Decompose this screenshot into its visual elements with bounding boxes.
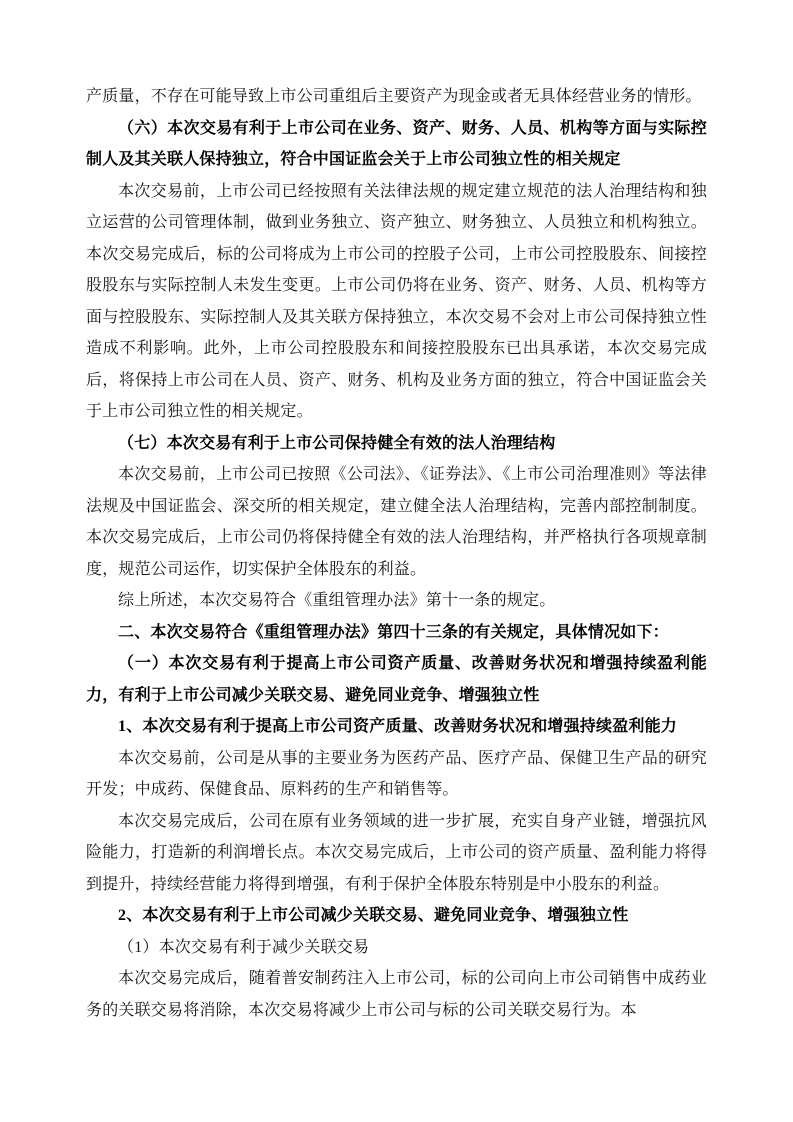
heading-point-2: 2、本次交易有利于上市公司减少关联交易、避免同业竞争、增强独立性 — [118, 907, 629, 924]
heading-section-6: （六）本次交易有利于上市公司在业务、资产、财务、人员、机构等方面与实际控制人及其关联人保持独立，符合中国证监会关于上市公司独立性的相关规定 — [86, 119, 707, 168]
body-paragraph-business-after: 本次交易完成后，公司在原有业务领域的进一步扩展，充实自身产业链，增强抗风险能力，打造新的利润增长点。本次交易完成后，上市公司的资产质量、盈利能力将得到提升，持续经营能力将得到增强，有利于保护全体股东特别是中小股东的利益。 — [86, 812, 707, 893]
sub-point-heading-1: （1）本次交易有利于减少关联交易 — [118, 938, 370, 956]
heading-section-7: （七）本次交易有利于上市公司保持健全有效的法人治理结构 — [118, 434, 556, 452]
heading-subsection-1: （一）本次交易有利于提高上市公司资产质量、改善财务状况和增强持续盈利能力，有利于上市公司减少关联交易、避免同业竞争、增强独立性 — [86, 655, 707, 704]
body-paragraph-independence: 本次交易前，上市公司已经按照有关法律法规的规定建立规范的法人治理结构和独立运营的公司管理体制，做到业务独立、资产独立、财务独立、人员独立和机构独立。本次交易完成后，标的公司将成为上市公司的控股子公司，上市公司控股股东、间接控股股东与实际控制人未发生变更。上市公司仍将在业务、资产、财务、人员、机构等方面与控股股东、实际控制人及其关联方保持独立，本次交易不会对上市公司保持独立性造成不利影响。此外，上市公司控股股东和间接控股股东已出具承诺，本次交易完成后，将保持上市公司在人员、资产、财务、机构及业务方面的独立，符合中国证监会关于上市公司独立性的相关规定。 — [86, 182, 707, 420]
body-paragraph-governance: 本次交易前，上市公司已按照《公司法》、《证券法》、《上市公司治理准则》等法律法规及中国证监会、深交所的相关规定，建立健全法人治理结构，完善内部控制制度。本次交易完成后，上市公司仍将保持健全有效的法人治理结构，并严格执行各项规章制度，规范公司运作，切实保护全体股东的利益。 — [86, 466, 707, 578]
body-paragraph-related-transactions: 本次交易完成后，随着普安制药注入上市公司，标的公司向上市公司销售中成药业务的关联交易将消除，本次交易将减少上市公司与标的公司关联交易行为。本 — [86, 970, 707, 1019]
heading-part-2: 二、本次交易符合《重组管理办法》第四十三条的有关规定，具体情况如下： — [118, 623, 669, 641]
heading-point-1: 1、本次交易有利于提高上市公司资产质量、改善财务状况和增强持续盈利能力 — [118, 718, 678, 735]
continuation-paragraph: 产质量，不存在可能导致上市公司重组后主要资产为现金或者无具体经营业务的情形。 — [86, 88, 702, 105]
body-paragraph-summary: 综上所述，本次交易符合《重组管理办法》第十一条的规定。 — [118, 592, 556, 609]
body-paragraph-business-before: 本次交易前，公司是从事的主要业务为医药产品、医疗产品、保健卫生产品的研究开发；中成药、保健食品、原料药的生产和销售等。 — [86, 749, 707, 798]
